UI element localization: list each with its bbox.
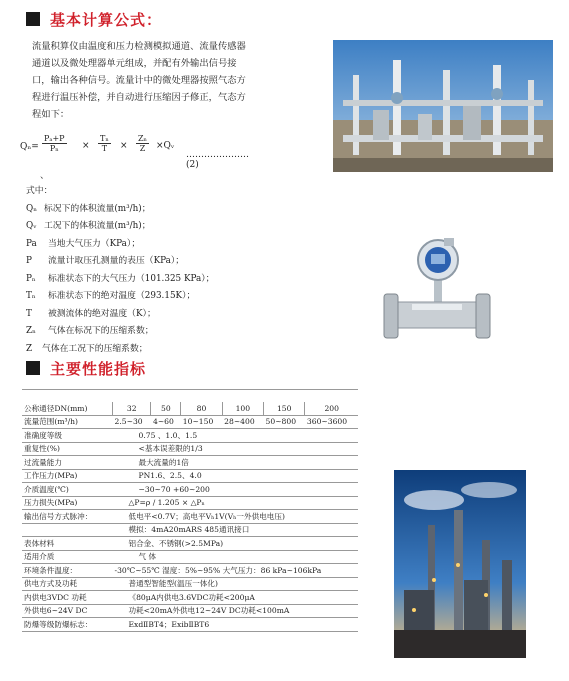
spec-table (22, 402, 358, 632)
definition-row (26, 288, 316, 306)
section-title-formula: 基本计算公式： (50, 11, 163, 29)
row-label: 过流量能力 (22, 456, 113, 470)
row-value: 功耗<20mA外供电12~24V DC功耗<100mA (113, 604, 359, 618)
row-value: 0.75 、1.0、1.5 (113, 429, 359, 443)
table-cell: 150 (264, 402, 305, 415)
flowmeter-photo (382, 236, 492, 354)
def-text: 工况下的体积流量(m³/h)； (44, 221, 151, 231)
def-text: 标准状态下的绝对温度（293.15K）； (48, 291, 196, 301)
section-title-specs: 主要性能指标 (50, 360, 147, 378)
table-cell: 100 (222, 402, 263, 415)
fraction-denominator: Z (139, 144, 146, 153)
table-row (22, 496, 358, 510)
table-cell: 360~3600 (305, 415, 358, 429)
definition-row (26, 236, 316, 254)
intro-paragraph: 流量积算仪由温度和压力检测模拟通道、流量传感器通道以及微处理器单元组成，并配有外输出信号接口，输出各种信号。流量计中的微处理器按照气态方程进行温压补偿，并自动进行压缩因子修正，气态方程如下： (32, 41, 246, 120)
table-row (22, 456, 358, 470)
table-row (22, 510, 358, 524)
fraction-numerator: Tₙ (100, 134, 109, 143)
table-row (22, 483, 358, 497)
table-cell: 2.5~30 (113, 415, 151, 429)
row-value: −30~70 +60~200 (113, 483, 359, 497)
table-cell: 32 (113, 402, 151, 415)
table-cell: 10~150 (181, 415, 222, 429)
table-row (22, 442, 358, 456)
def-symbol: Z (26, 343, 33, 354)
def-symbol: Tₙ (26, 291, 36, 301)
table-row (22, 577, 358, 591)
row-label: 适用介质 (22, 550, 113, 564)
stray-mark: 、 (40, 171, 50, 181)
table-cell: 80 (181, 402, 222, 415)
refinery-photo (394, 470, 526, 658)
def-symbol: P (26, 256, 32, 266)
row-value: <基本误差限的1/3 (113, 442, 359, 456)
def-text: 流量计取压孔测量的表压（KPa）； (48, 256, 185, 266)
gas-station-photo (333, 40, 553, 172)
def-symbol: T (26, 308, 32, 319)
table-row (22, 537, 358, 551)
fraction-pressure (42, 134, 67, 153)
row-label: 外供电6~24V DC (22, 604, 113, 618)
times-sign: × (82, 141, 90, 151)
def-text: 标况下的体积流量(m³/h)； (44, 203, 151, 214)
row-value: 气 体 (113, 550, 359, 564)
table-row (22, 469, 358, 483)
row-label: 环境条件温度： (22, 564, 113, 578)
row-value: 普通型智能型(温压一体化) (113, 577, 359, 591)
row-label: 工作压力(MPa) (22, 469, 113, 483)
fraction-compressibility (136, 134, 149, 153)
fraction-numerator: Zₙ (138, 134, 148, 143)
def-symbol: Zₙ (26, 326, 36, 336)
row-value: 最大流量的1倍 (113, 456, 359, 470)
def-text: 被测流体的绝对温度（K）； (48, 308, 156, 319)
def-symbol: Pₙ (26, 273, 36, 284)
row-label: 表体材料 (22, 537, 113, 551)
table-cell: 4~60 (151, 415, 181, 429)
row-label: 介质温度(℃) (22, 483, 113, 497)
table-cell: 50 (151, 402, 181, 415)
section-marker (26, 12, 40, 26)
row-label: 输出信号方式脉冲： (22, 510, 113, 524)
def-text: 气体在标况下的压缩系数； (48, 326, 154, 336)
table-cell: 200 (305, 402, 358, 415)
section-marker (26, 361, 40, 375)
row-label: 供电方式及功耗 (22, 577, 113, 591)
definition-row (26, 253, 316, 271)
row-value: -30℃~55℃ 湿度：5%~95% 大气压力：86 kPa~106kPa (113, 564, 359, 578)
table-row (22, 604, 358, 618)
table-row (22, 415, 358, 429)
row-value: 模拟：4mA20mARS 485通讯接口 (113, 523, 359, 537)
row-value: PN1.6、2.5、4.0 (113, 469, 359, 483)
symbol-definitions (26, 183, 316, 358)
table-row (22, 618, 358, 632)
row-label: 流量范围(m³/h) (22, 415, 113, 429)
row-value: △P=ρ / 1.205 × △Pₙ (113, 496, 359, 510)
table-row (22, 550, 358, 564)
row-value: 《80μA内供电3.6VDC功耗<200μA (113, 591, 359, 605)
row-label: 压力损失(MPa) (22, 496, 113, 510)
formula-lhs: Qₙ= (20, 142, 39, 152)
definition-row (26, 271, 316, 289)
row-value: ExdⅡBT4；ExibⅡBT6 (113, 618, 359, 632)
table-row (22, 523, 358, 537)
row-label: 准确度等级 (22, 429, 113, 443)
row-label (22, 523, 113, 537)
table-row (22, 591, 358, 605)
table-row (22, 429, 358, 443)
fraction-numerator: Pₐ+P (44, 134, 65, 143)
row-label: 防爆等级防爆标志： (22, 618, 113, 632)
definition-row (26, 341, 316, 359)
fraction-denominator: Pₙ (49, 144, 59, 153)
definitions-header: 式中： (26, 186, 53, 196)
def-text: 当地大气压力（KPa）； (48, 238, 141, 249)
row-label: 内供电3VDC 功耗 (22, 591, 113, 605)
table-cell: 50~800 (264, 415, 305, 429)
row-label: 公称通径DN(mm) (22, 402, 113, 415)
def-text: 标准状态下的大气压力（101.325 KPa）； (48, 273, 215, 284)
table-row (22, 564, 358, 578)
def-symbol: Qₙ (26, 203, 38, 214)
definition-row (26, 306, 316, 324)
definition-row (26, 218, 316, 236)
table-cell: 28~400 (222, 415, 263, 429)
gas-equation (20, 132, 260, 170)
row-value: 低电平<0.7V；高电平Vₕ1V(Vₕ一外供电电压) (113, 510, 359, 524)
def-symbol: Qᵥ (26, 221, 37, 231)
definition-row (26, 201, 316, 219)
def-symbol: Pa (26, 238, 37, 249)
fraction-temperature (98, 134, 111, 153)
row-label: 重复性(%) (22, 442, 113, 456)
row-value: 铝合金、不锈钢(>2.5MPa) (113, 537, 359, 551)
fraction-denominator: T (101, 144, 108, 153)
def-text: 气体在工况下的压缩系数； (42, 343, 148, 354)
equation-number: …………………(2) (186, 150, 249, 170)
formula-tail: ×Qᵥ (156, 141, 175, 151)
table-row (22, 402, 358, 415)
times-sign: × (120, 141, 128, 151)
definition-row (26, 323, 316, 341)
